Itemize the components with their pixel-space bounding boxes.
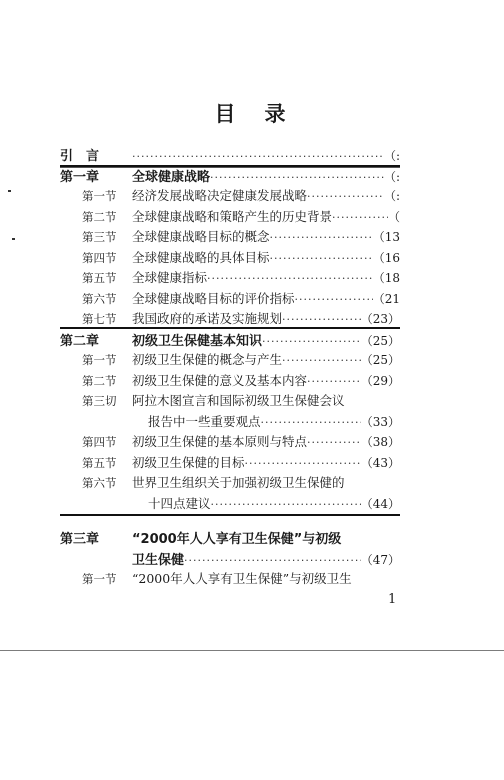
dot-leader xyxy=(211,498,361,511)
toc-entry xyxy=(60,412,400,433)
entry-title: 初级卫生保健的基本原则与特点 xyxy=(132,434,308,449)
entry-title: 报告中一些重要观点 xyxy=(148,413,261,429)
toc-entry xyxy=(60,453,400,474)
entry-label: 第一节 xyxy=(82,189,117,203)
entry-title: 世界卫生组织关于加强初级卫生保健的 xyxy=(132,475,345,490)
dot-leader xyxy=(245,457,361,470)
entry-title: 全球健康战略和策略产生的历史背景 xyxy=(132,208,333,224)
toc-entry xyxy=(60,166,400,187)
scan-edge-line xyxy=(0,650,504,651)
toc-entry xyxy=(60,494,400,515)
entry-page: （38） xyxy=(360,435,400,449)
entry-page: （16 xyxy=(372,250,400,265)
entry-page: （: xyxy=(383,169,400,184)
toc-entry xyxy=(60,207,400,228)
entry-label: 第七节 xyxy=(82,312,117,326)
entry-title: 全球健康战略目标的概念 xyxy=(132,229,270,244)
table-of-contents xyxy=(60,145,400,590)
entry-label: 第五节 xyxy=(82,271,117,285)
entry-title: 经济发展战略决定健康发展战略 xyxy=(132,188,308,203)
entry-page: （ xyxy=(387,209,400,224)
entry-page: （29） xyxy=(360,373,400,388)
entry-page: （: xyxy=(383,189,400,203)
entry-title: 我国政府的承诺及实施规划 xyxy=(132,311,283,326)
entry-title: “2000年人人享有卫生保健”与初级 xyxy=(132,532,342,547)
dot-leader xyxy=(307,375,361,388)
entry-page: （: xyxy=(383,149,400,163)
entry-page: （43） xyxy=(360,455,400,470)
entry-label: 第二章 xyxy=(60,333,100,349)
entry-title: 初级卫生保健的意义及基本内容 xyxy=(132,372,308,388)
toc-entry xyxy=(60,227,400,248)
scan-speck xyxy=(12,238,15,240)
entry-page: （44） xyxy=(360,496,400,511)
entry-label: 第一章 xyxy=(60,169,100,185)
entry-page: （13 xyxy=(372,230,400,244)
toc-entry xyxy=(60,350,400,371)
dot-leader xyxy=(270,252,373,265)
entry-label: 第四节 xyxy=(82,435,117,449)
page-title: 目 录 xyxy=(214,102,290,126)
entry-title: 全球健康战略的具体目标 xyxy=(132,249,270,265)
entry-title: 初级卫生保健基本知识 xyxy=(132,333,263,349)
entry-title: 初级卫生保健的概念与产生 xyxy=(132,352,283,367)
entry-label: 第二节 xyxy=(82,373,117,388)
toc-entry xyxy=(60,248,400,269)
toc-entry xyxy=(60,268,400,289)
toc-entry xyxy=(60,432,400,453)
toc-entry xyxy=(60,528,400,549)
toc-entry xyxy=(60,391,400,412)
scan-speck xyxy=(8,190,11,192)
entry-label: 引 言 xyxy=(60,149,100,164)
dot-leader xyxy=(207,272,373,285)
toc-entry xyxy=(60,473,400,494)
toc-entry xyxy=(60,186,400,207)
toc-entry xyxy=(60,309,400,330)
entry-label: 第一节 xyxy=(82,572,117,586)
entry-label: 第四节 xyxy=(82,250,117,265)
entry-label: 第三切 xyxy=(82,394,117,408)
dot-leader xyxy=(332,211,388,224)
dot-leader xyxy=(282,313,361,326)
dot-leader xyxy=(307,190,384,203)
entry-label: 第五节 xyxy=(82,455,117,470)
toc-entry xyxy=(60,569,400,590)
entry-page: （33） xyxy=(360,414,400,429)
entry-page: （18 xyxy=(372,271,400,285)
toc-entry xyxy=(60,145,400,166)
entry-page: （21 xyxy=(372,291,400,306)
dot-leader xyxy=(262,335,361,348)
entry-label: 第三节 xyxy=(82,230,117,244)
entry-label: 第一节 xyxy=(82,353,117,367)
entry-title: 全球健康战略目标的评价指标 xyxy=(132,290,295,306)
entry-label: 第六节 xyxy=(82,291,117,306)
toc-entry xyxy=(60,330,400,351)
dot-leader xyxy=(307,436,361,449)
entry-label: 第六节 xyxy=(82,476,117,490)
dot-leader xyxy=(184,554,361,567)
entry-label: 第二节 xyxy=(82,209,117,224)
entry-title: 全球健康指标 xyxy=(132,270,208,285)
entry-title: 卫生保健 xyxy=(132,552,185,568)
dot-leader xyxy=(295,293,373,306)
entry-title: 十四点建议 xyxy=(148,495,211,511)
entry-page: （25） xyxy=(360,353,400,367)
toc-entry xyxy=(60,514,400,528)
entry-page: （47） xyxy=(360,552,400,567)
entry-page: （23） xyxy=(360,312,400,326)
entry-title: “2000年人人享有卫生保健”与初级卫生 xyxy=(132,571,352,586)
dot-leader xyxy=(210,171,384,184)
dot-leader xyxy=(270,231,373,244)
toc-entry xyxy=(60,549,400,570)
entry-title: 初级卫生保健的目标 xyxy=(132,454,245,470)
entry-label: 第三章 xyxy=(60,532,100,547)
dot-leader xyxy=(261,416,361,429)
entry-title: 全球健康战略 xyxy=(132,169,211,185)
page-number: 1 xyxy=(388,592,397,607)
toc-entry xyxy=(60,289,400,310)
toc-entry xyxy=(60,371,400,392)
dot-leader xyxy=(282,354,361,367)
entry-page: （25） xyxy=(360,333,400,348)
entry-title: 阿拉木图宣言和国际初级卫生保健会议 xyxy=(132,393,345,408)
dot-leader xyxy=(132,150,384,163)
